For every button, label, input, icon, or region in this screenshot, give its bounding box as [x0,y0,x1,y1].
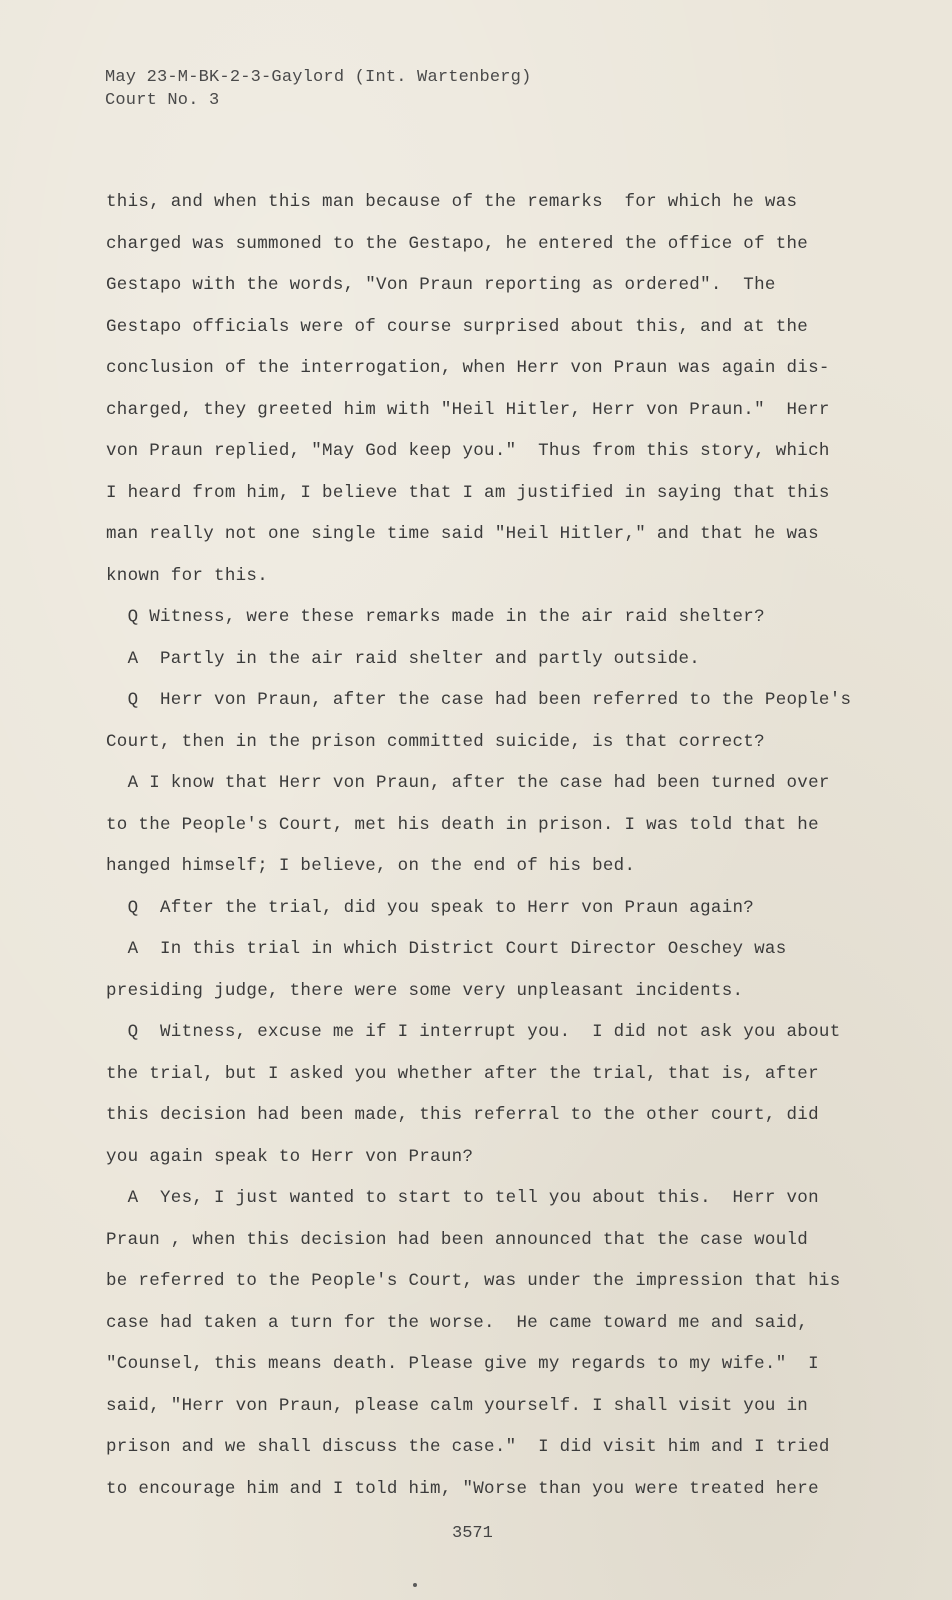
text-line: Praun , when this decision had been announced that the case would [106,1229,809,1250]
text-line: I heard from him, I believe that I am justified in saying that this [106,482,830,503]
text-line: known for this. [106,565,269,586]
text-line: case had taken a turn for the worse. He came toward me and said, [106,1312,809,1333]
text-line: A I know that Herr von Praun, after the case had been turned over [106,773,830,793]
text-line: von Praun replied, "May God keep you." Thus from this story, which [106,441,830,461]
text-line: you again speak to Herr von Praun? [106,1146,474,1167]
text-line: the trial, but I asked you whether after the trial, that is, after [106,1063,819,1084]
text-line: A Partly in the air raid shelter and partly outside. [106,648,701,669]
text-line: to the People's Court, met his death in prison. I was told that he [106,814,819,835]
text-line: Gestapo officials were of course surprised about this, and at the [106,316,809,337]
text-line: charged, they greeted him with "Heil Hitler, Herr von Praun." Herr [106,399,830,420]
text-line: presiding judge, there were some very unpleasant incidents. [106,980,744,1001]
text-line: be referred to the People's Court, was under the impression that his [106,1271,841,1291]
paper-speck [413,1583,417,1587]
text-line: Court, then in the prison committed suicide, is that correct? [106,731,765,752]
text-line: Q After the trial, did you speak to Herr von Praun again? [106,897,755,918]
text-line: A Yes, I just wanted to start to tell you about this. Herr von [106,1188,819,1208]
text-line: this, and when this man because of the remarks for which he was [106,192,798,212]
page-number: 3571 [452,1524,493,1543]
text-line: Q Witness, were these remarks made in the air raid shelter? [106,607,765,627]
text-line: "Counsel, this means death. Please give my regards to my wife." I [106,1354,819,1374]
text-line: to encourage him and I told him, "Worse than you were treated here [106,1478,819,1499]
text-line: Q Witness, excuse me if I interrupt you. I did not ask you about [106,1022,841,1042]
text-line: Q Herr von Praun, after the case had been referred to the People's [106,690,852,710]
text-line: conclusion of the interrogation, when Herr von Praun was again dis- [106,358,830,378]
text-line: this decision had been made, this referral to the other court, did [106,1105,819,1125]
text-line: man really not one single time said "Heil Hitler," and that he was [106,524,819,544]
header-court-line: Court No. 3 [105,91,220,110]
text-line: A In this trial in which District Court Director Oeschey was [106,939,787,959]
text-line: charged was summoned to the Gestapo, he entered the office of the [106,233,809,254]
text-line: prison and we shall discuss the case." I did visit him and I tried [106,1437,830,1457]
header-session-line: May 23-M-BK-2-3-Gaylord (Int. Wartenberg) [105,68,532,87]
document-header [105,66,531,112]
text-line: said, "Herr von Praun, please calm yourself. I shall visit you in [106,1395,809,1416]
text-line: Gestapo with the words, "Von Praun reporting as ordered". The [106,275,776,295]
text-line: hanged himself; I believe, on the end of his bed. [106,856,636,876]
